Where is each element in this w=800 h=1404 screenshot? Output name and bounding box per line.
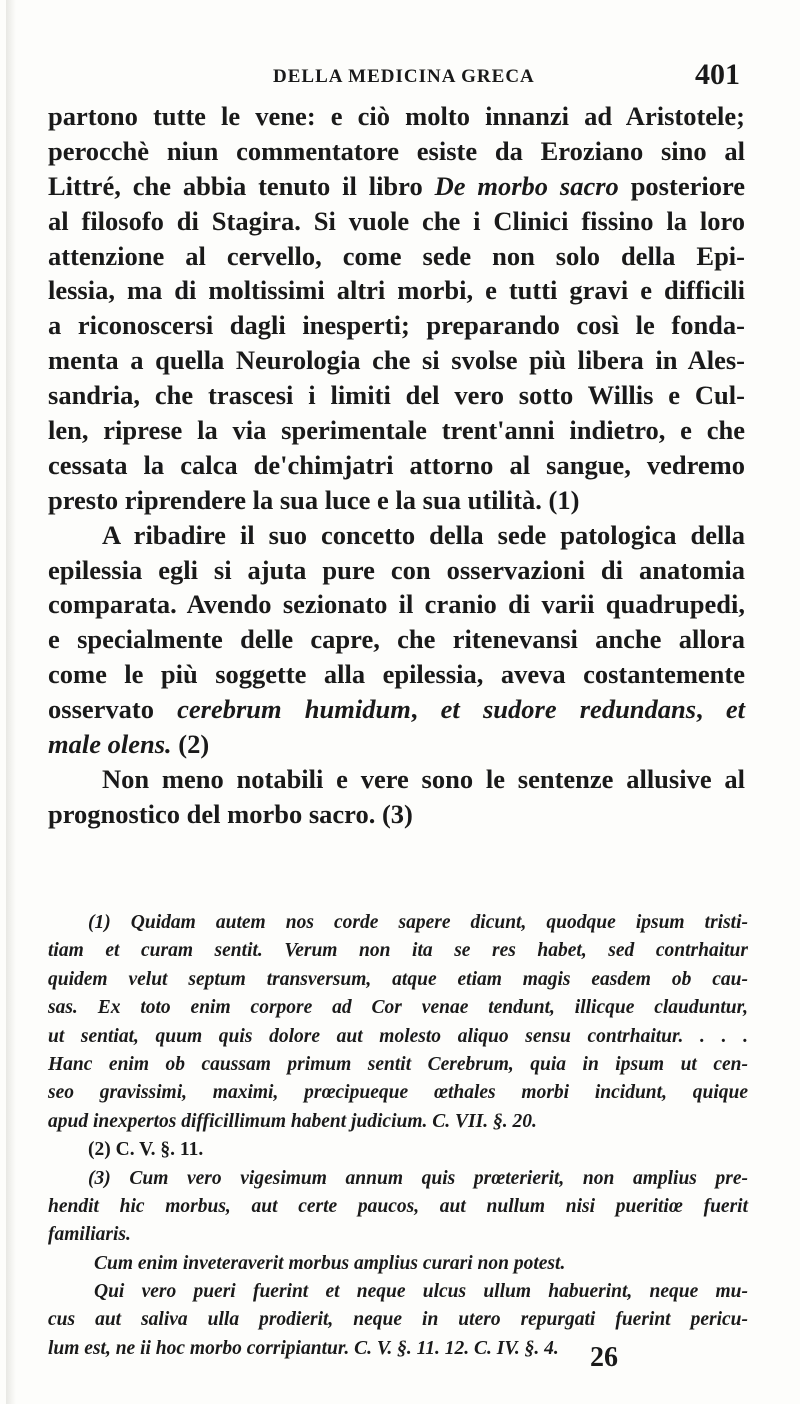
text-line: perocchè niun commentatore esiste da Eroziano sino al [48,135,745,166]
footnote-line: quidem velut septum transversum, atque etiam magis easdem ob cau- [48,968,748,990]
text-line: al filosofo di Stagira. Si vuole che i Clinici fissino la loro [48,205,745,236]
page-number: 401 [695,58,740,91]
text-line: prognostico del morbo sacro. (3) [48,798,413,829]
footnotes [48,909,748,1363]
footnote-line: Qui vero pueri fuerint et neque ulcus ullum habuerint, neque mu- [94,1281,748,1303]
text-line: len, riprese la via sperimentale trent'anni indietro, e che [48,415,745,446]
text-line: menta a quella Neurologia che si svolse più libera in Ales- [48,345,745,376]
text-line: cessata la calca de'chimjatri attorno al sangue, vedremo [48,449,745,480]
text-line: attenzione al cervello, come sede non solo della Epi- [48,240,745,271]
text-line: osservato cerebrum humidum, et sudore redundans, et [48,694,746,725]
text-line: Littré, che abbia tenuto il libro De morbo sacro posteriore [48,170,745,201]
footnote-line: ut sentiat, quum quis dolore aut molesto aliquo sensu contrhaitur. . . . [48,1025,748,1047]
text-line: male olens. (2) [48,729,210,760]
text-line: sandria, che trascesi i limiti del vero sotto Willis e Cul- [48,380,745,411]
running-head: DELLA MEDICINA GRECA [273,66,535,87]
footnote-line: cus aut saliva ulla prodierit, neque in utero repurgati fuerint pericu- [48,1309,748,1331]
footnote-line: (1) Quidam autem nos corde sapere dicunt, quodque ipsum tristi- [88,912,748,933]
signature-mark: 26 [590,1342,618,1373]
text-line: Non meno notabili e vere sono le sentenze allusive al [102,763,745,794]
footnote-line: lum est, ne ii hoc morbo corripiantur. C. V. §. 11. 12. C. IV. §. 4. [48,1337,559,1359]
text-line: partono tutte le vene: e ciò molto innanzi ad Aristotele; [48,101,745,131]
text-line: A ribadire il suo concetto della sede patologica della [102,519,745,550]
book-title: De morbo sacro [434,170,619,201]
page-edge-shadow [6,0,16,1404]
text-line: e specialmente delle capre, che ritenevansi anche allora [48,624,745,655]
footnote-line: familiaris. [48,1224,131,1246]
text-line: comparata. Avendo sezionato il cranio di varii quadrupedi, [48,589,745,620]
footnote-line: Cum enim inveteraverit morbus amplius curari non potest. [94,1252,566,1274]
text-line: a riconoscersi dagli inesperti; preparando così le fonda- [48,310,745,341]
footnote-line: sas. Ex toto enim corpore ad Cor venae tendunt, illicque clauduntur, [48,997,748,1019]
footnote-line: hendit hic morbus, aut certe paucos, aut nullum nisi pueritiœ fuerit [48,1195,748,1217]
text-line: epilessia egli si ajuta pure con osservazioni di anatomia [48,554,745,585]
footnote-line: (3) Cum vero vigesimum annum quis prœterierit, non amplius pre- [88,1167,748,1189]
footnote-line: Hanc enim ob caussam primum sentit Cerebrum, quia in ipsum ut cen- [48,1053,748,1075]
main-text [48,99,745,832]
text-line: come le più soggette alla epilessia, aveva costantemente [48,659,745,690]
footnote-line: (2) C. V. §. 11. [88,1139,204,1161]
footnote-line: tiam et curam sentit. Verum non ita se res habet, sed contrhaitur [48,940,748,962]
footnote-line: seo gravissimi, maximi, prœcipueque œthales morbi incidunt, quique [48,1082,748,1104]
text-line: lessia, ma di moltissimi altri morbi, e tutti gravi e difficili [48,275,745,306]
footnote-line: apud inexpertos difficillimum habent judicium. C. VII. §. 20. [48,1110,537,1132]
page-header [48,58,748,98]
text-line: presto riprendere la sua luce e la sua utilità. (1) [48,484,580,515]
